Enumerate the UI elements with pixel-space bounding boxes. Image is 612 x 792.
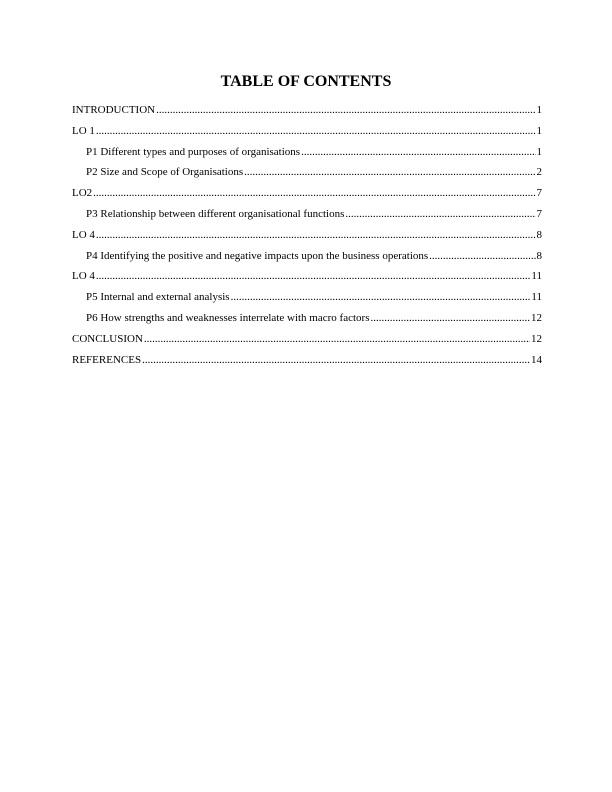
toc-page-number: 1 [536,124,542,137]
toc-entry-references[interactable] [72,354,542,375]
toc-dot-leader [244,166,535,179]
toc-page-number: 12 [531,311,542,324]
toc-dot-leader [301,146,535,159]
toc-page-number: 12 [531,332,542,345]
toc-entry-text: P4 Identifying the positive and negative impacts upon the business operations [86,249,429,262]
toc-entry-p1[interactable] [72,146,542,167]
toc-entry-p5[interactable] [72,291,542,312]
toc-dot-leader [93,187,535,200]
toc-entry-text: INTRODUCTION [72,104,156,116]
toc-dot-leader [144,333,530,346]
toc-dot-leader [96,270,530,283]
toc-entry-conclusion[interactable] [72,333,542,354]
toc-dot-leader [345,208,535,221]
toc-entry-lo4-first[interactable] [72,229,542,250]
toc-entry-p2[interactable] [72,166,542,187]
toc-page-number: 11 [531,270,542,283]
toc-entry-text: P5 Internal and external analysis [86,291,230,304]
toc-page-number: 7 [536,207,542,220]
toc-entry-text: LO 1 [72,124,95,137]
toc-list [72,104,542,374]
toc-entry-lo1[interactable] [72,125,542,146]
toc-entry-text: CONCLUSION [72,332,143,345]
toc-entry-text: P6 How strengths and weaknesses interrelate with macro factors [86,311,370,324]
toc-entry-lo2[interactable] [72,187,542,208]
toc-page-number: 14 [531,353,542,366]
toc-entry-text: P1 Different types and purposes of organisations [86,145,301,158]
toc-entry-p4[interactable] [72,250,542,271]
toc-entry-p3[interactable] [72,208,542,229]
toc-entry-p6[interactable] [72,312,542,333]
toc-title: TABLE OF CONTENTS [220,73,392,90]
toc-page-number: 1 [536,145,542,158]
toc-page-number: 8 [536,249,542,262]
toc-dot-leader [96,229,536,242]
toc-entry-text: P2 Size and Scope of Organisations [86,166,244,179]
toc-entry-introduction[interactable] [72,104,542,125]
toc-dot-leader [96,125,536,138]
toc-dot-leader [231,291,531,304]
toc-dot-leader [429,250,535,263]
toc-dot-leader [156,104,535,117]
toc-entry-lo4-second[interactable] [72,270,542,291]
toc-page-number: 8 [536,228,542,241]
toc-entry-text: LO 4 [72,270,95,283]
toc-entry-text: LO2 [72,187,93,200]
toc-dot-leader [142,354,530,367]
toc-page-number: 2 [536,166,542,179]
toc-dot-leader [370,312,530,325]
toc-entry-text: REFERENCES [72,353,142,366]
toc-entry-text: P3 Relationship between different organisational functions [86,207,345,220]
toc-page-number: 11 [531,291,542,304]
toc-page-number: 7 [536,187,542,200]
toc-page-number: 1 [536,104,542,116]
toc-entry-text: LO 4 [72,228,95,241]
